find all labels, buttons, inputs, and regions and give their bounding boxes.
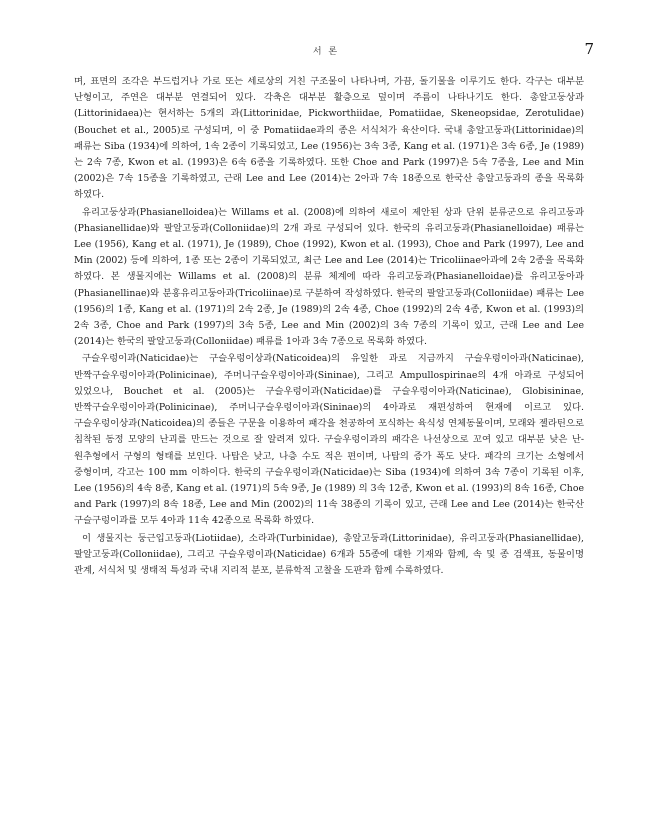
paragraph: 유리고둥상과(Phasianelloidea)는 Willams et al. (2008)에 의하여 새로이 제안된 상과 단위 분류군으로 유리고둥과(Phasianellidae)와 팔알고둥과(Colloniidae)의 2개 과로 구성되어 있다. 한국의 유리고둥과(Phasianelloidae) 패류는 Lee (1956), Kang et al. (1971), Je (1989), Choe (1992), Kwon et al. (1993), Choe and Park (1997), Lee and Min (2002) 등에 의하여, 1종 또는 2종이 기록되었고, 최근 Lee and Lee (2014)는 Tricoliinae아과에 2속 2종을 목록화 하였다. 본 생물지에는 Willams et al. (2008)의 분류 체계에 따라 유리고둥과(Phasianelloidae)를 유리고둥아과(Phasianellinae)와 분홍유리고둥아과(Tricoliinae)로 구분하여 작성하였다. 한국의 팔알고둥과(Colloniidae) 패류는 Lee (1956)의 1종, Kang et al. (1971)의 2속 2종, Je (1989)의 2속 4종, Choe (1992)의 2속 4종, Kwon et al. (1993)의 2속 3종, Choe and Park (1997)의 3속 5종, Lee and Min (2002)의 3속 7종의 기록이 있고, 근래 Lee and Lee (2014)는 한국의 팔알고둥과(Colloniidae) 패류를 1아과 3속 7종으로 목록화 하였다. [74,206,584,348]
page-number: 7 [584,40,594,58]
paragraph: 며, 표면의 조각은 부드럽거나 가로 또는 세로상의 거친 구조물이 나타나며, 가끔, 돌기물을 이루기도 한다. 각구는 대부분 난형이고, 주연은 대부분 연결되어 있다. 각축은 대부분 활층으로 덮이며 주름이 나타나기도 한다. 총알고둥상과(Littorinidaea)는 현서하는 5개의 과(Littorinidae, Pickworthiidae, Pomatiidae, Skeneopsidae, Zerotulidae)(Bouchet et al., 2005)로 구성되며, 이 중 Pomatiidae과의 종은 서식처가 육산이다. 국내 총알고둥과(Littorinidae)의 패류는 Siba (1934)에 의하여, 1속 2종이 기록되었고, Lee (1956)는 3속 3종, Kang et al. (1971)은 3속 6종, Je (1989)는 2속 7종, Kwon et al. (1993)은 6속 6종을 기록하였다. 또한 Choe and Park (1997)은 5속 7종을, Lee and Min (2002)은 7속 15종을 기록하였고, 근래 Lee and Lee (2014)는 2아과 7속 18종으로 한국산 총알고둥과의 종을 목록화 하였다. [74,76,584,201]
running-header-title: 서 론 [312,47,340,57]
body-text [74,74,584,579]
paragraph: 이 생물지는 둥근입고둥과(Liotiidae), 소라과(Turbinidae), 총알고둥과(Littorinidae), 유리고둥과(Phasianellidae), 팔알고둥과(Colloniidae), 그리고 구슬우렁이과(Naticidae) 6개과 55종에 대한 기재와 함께, 속 및 종 검색표, 동물이명 관계, 서식처 및 생태적 특성과 국내 지리적 분포, 분류학적 고찰을 도판과 함께 수록하였다. [74,532,584,577]
paragraph: 구슬우렁이과(Naticidae)는 구슬우렁이상과(Naticoidea)의 유일한 과로 지금까지 구슬우렁이아과(Naticinae), 반짝구슬우렁이아과(Polinicinae), 주머니구슬우렁이아과(Sininae), 그리고 Ampullospirinae의 4개 아과로 구성되어 있었으나, Bouchet et al. (2005)는 구슬우렁이과(Naticidae)를 구슬우렁이아과(Naticinae), Globisininae, 반짝구슬우렁이아과(Polinicinae), 주머니구슬우렁이아과(Sininae)의 4아과로 재편성하여 현재에 이르고 있다. 구슬우렁이상과(Naticoidea)의 종들은 구문을 이용하여 패각을 천공하여 포식하는 육식성 연체동물이며, 모래와 젤라틴으로 침착된 동정 모양의 난괴를 만드는 것으로 잘 알려져 있다. 구슬우렁이과의 패각은 나선상으로 꼬여 있고 대부분 낮은 난-원추형에서 구형의 형태를 보인다. 나탑은 낮고, 나층 수도 적은 편이며, 나탑의 증가 폭도 낮다. 패각의 크기는 소형에서 중형이며, 각고는 100 mm 이하이다. 한국의 구슬우렁이과(Naticidae)는 Siba (1934)에 의하여 3속 7종이 기록된 이후, Lee (1956)의 4속 8종, Kang et al. (1971)의 5속 9종, Je (1989) 의 3속 12종, Kwon et al. (1993)의 8속 16종, Choe and Park (1997)의 8속 18종, Lee and Min (2002)의 11속 38종의 기록이 있고, 근래 Lee and Lee (2014)는 한국산 구슬구렁이과를 모두 4아과 11속 42종으로 목록화 하였다. [74,353,584,527]
